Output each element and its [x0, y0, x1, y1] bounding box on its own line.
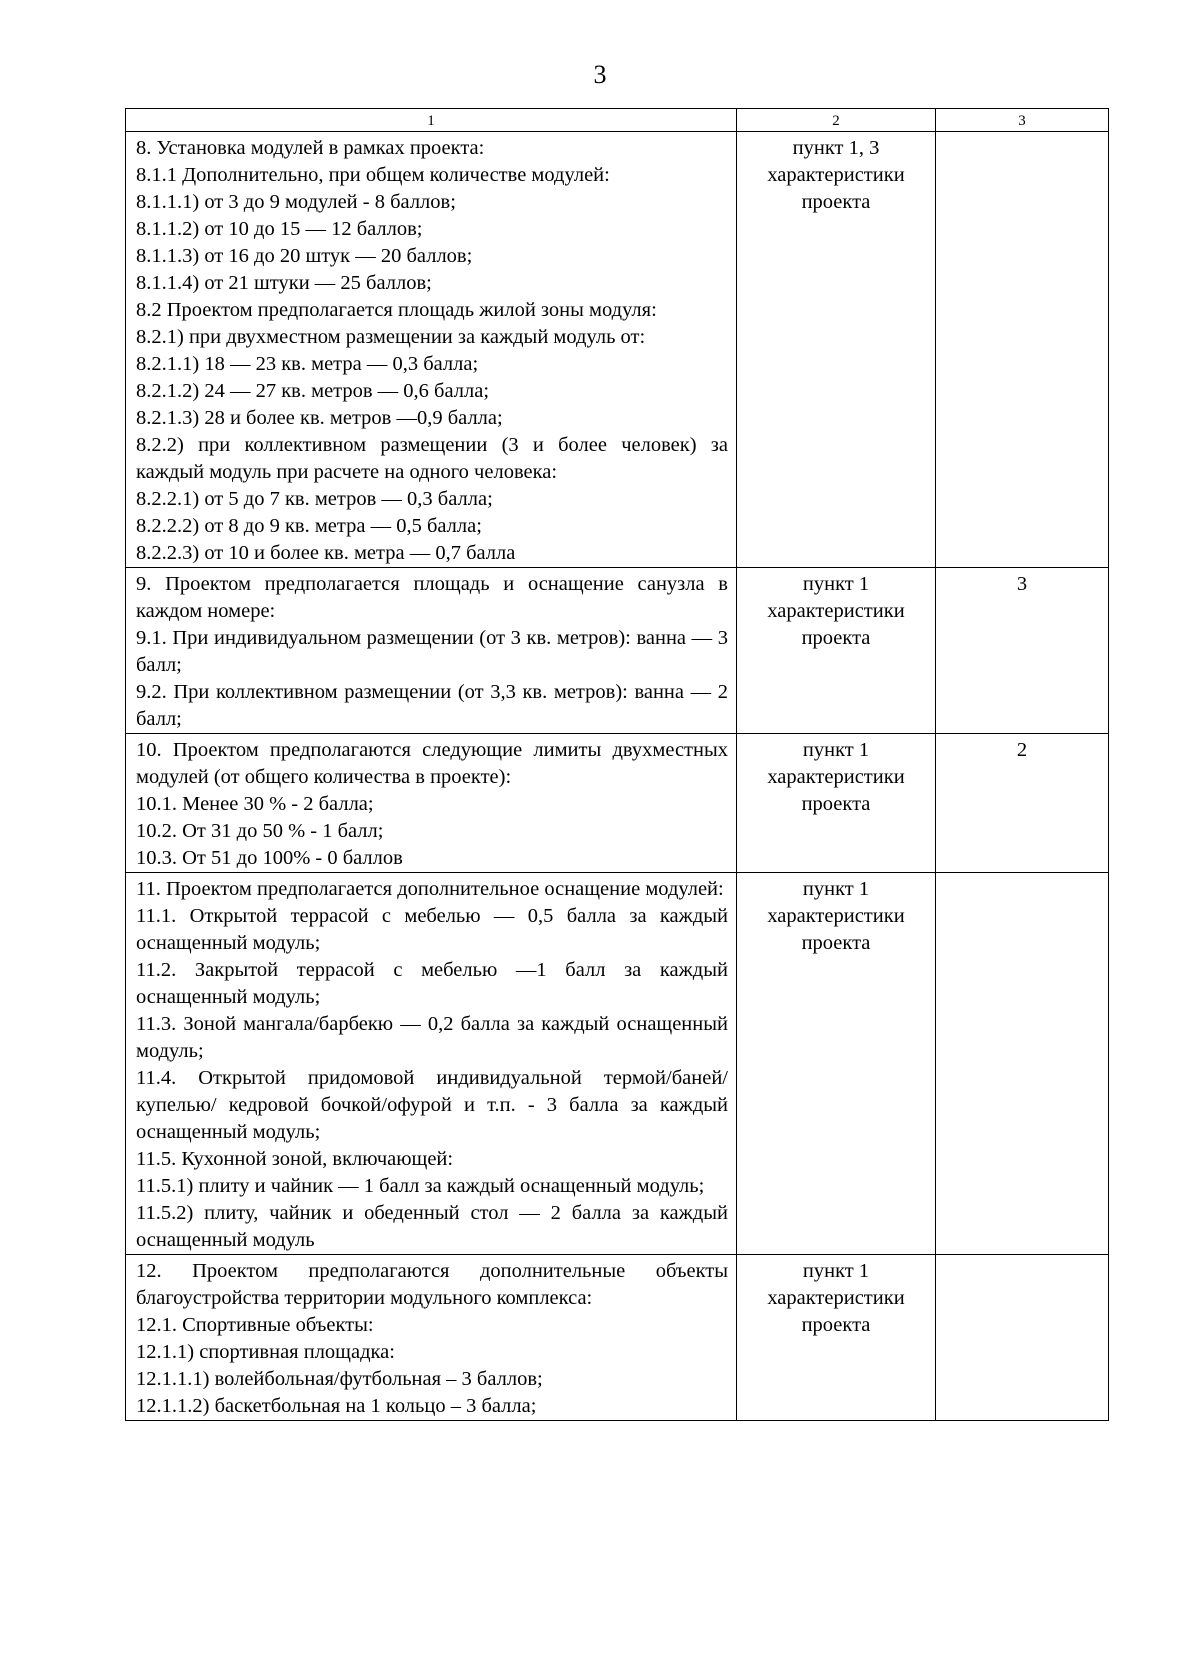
criterion-line: 8.1.1.2) от 10 до 15 — 12 баллов; [136, 218, 423, 240]
table-row [126, 568, 1109, 734]
reference-line: характеристики [767, 766, 905, 788]
criterion-line: 8.1.1.3) от 16 до 20 штук — 20 баллов; [136, 245, 473, 267]
criterion-line: 12.1. Спортивные объекты: [136, 1314, 374, 1336]
table-row [126, 132, 1109, 568]
criterion-line: 12.1.1.1) волейбольная/футбольная – 3 баллов; [136, 1368, 543, 1390]
criterion-line: 11.4. Открытой придомовой индивидуальной термой/баней/купелью/ кедровой бочкой/офурой и т.п. - 3 балла за каждый оснащенный модуль; [136, 1067, 728, 1143]
criterion-line: 8.1.1.4) от 21 штуки — 25 баллов; [136, 272, 432, 294]
criterion-line: 10.2. От 31 до 50 % - 1 балл; [136, 820, 384, 842]
criterion-line: 12.1.1.2) баскетбольная на 1 кольцо – 3 балла; [136, 1395, 537, 1417]
criterion-cell [126, 132, 737, 568]
criterion-line: 11.5.1) плиту и чайник — 1 балл за каждый оснащенный модуль; [136, 1175, 705, 1197]
reference-line: проекта [801, 793, 871, 815]
reference-line: пункт 1 [802, 878, 870, 900]
criterion-line: 8.2.1.2) 24 — 27 кв. метров — 0,6 балла; [136, 380, 490, 402]
score-value [936, 132, 1108, 135]
reference-line: проекта [801, 191, 871, 213]
reference-cell [737, 734, 936, 873]
column-header-3: 3 [936, 109, 1109, 132]
reference-line: проекта [801, 627, 871, 649]
reference-line: характеристики [767, 600, 905, 622]
criterion-line: 11.3. Зоной мангала/барбекю — 0,2 балла за каждый оснащенный модуль; [136, 1013, 728, 1062]
reference-cell [737, 568, 936, 734]
criterion-line: 10.1. Менее 30 % - 2 балла; [136, 793, 374, 815]
criterion-line: 11.5.2) плиту, чайник и обеденный стол — 2 балла за каждый оснащенный модуль [136, 1202, 728, 1251]
reference-line: характеристики [767, 1287, 905, 1309]
score-value [936, 873, 1108, 876]
criterion-line: 8.1.1 Дополнительно, при общем количестве модулей: [136, 164, 610, 186]
criterion-line: 8.2.1.1) 18 — 23 кв. метра — 0,3 балла; [136, 353, 479, 375]
score-value: 3 [1016, 573, 1028, 595]
table-row [126, 1255, 1109, 1421]
criterion-line: 11.2. Закрытой террасой с мебелью —1 балл за каждый оснащенный модуль; [136, 959, 728, 1008]
criterion-line: 8.2 Проектом предполагается площадь жилой зоны модуля: [136, 299, 657, 321]
column-header-1: 1 [126, 109, 737, 132]
reference-line: пункт 1, 3 [792, 137, 880, 159]
criterion-line: 9.2. При коллективном размещении (от 3,3 кв. метров): ванна — 2 балл; [136, 681, 728, 730]
criterion-line: 8.1.1.1) от 3 до 9 модулей - 8 баллов; [136, 191, 456, 213]
criterion-line: 12.1.1) спортивная площадка: [136, 1341, 395, 1363]
reference-cell [737, 873, 936, 1255]
table-header-row [126, 109, 1109, 132]
reference-cell [737, 1255, 936, 1421]
score-cell [936, 568, 1109, 734]
score-value: 2 [1016, 739, 1028, 761]
reference-line: пункт 1 [802, 573, 870, 595]
criterion-line: 8.2.1.3) 28 и более кв. метров —0,9 балла; [136, 407, 503, 429]
score-cell [936, 734, 1109, 873]
table-row [126, 873, 1109, 1255]
table-row [126, 734, 1109, 873]
criteria-table [125, 108, 1109, 1421]
criterion-line: 8.2.2.2) от 8 до 9 кв. метра — 0,5 балла; [136, 515, 482, 537]
reference-line: пункт 1 [802, 739, 870, 761]
criterion-line: 10. Проектом предполагаются следующие лимиты двухместных модулей (от общего количества в проекте): [136, 739, 728, 788]
criterion-line: 8.2.2.3) от 10 и более кв. метра — 0,7 балла [136, 542, 516, 564]
page-number: 3 [593, 60, 607, 89]
reference-line: характеристики [767, 905, 905, 927]
criterion-line: 11.1. Открытой террасой с мебелью — 0,5 балла за каждый оснащенный модуль; [136, 905, 728, 954]
score-cell [936, 873, 1109, 1255]
criterion-line: 8.2.1) при двухместном размещении за каждый модуль от: [136, 326, 646, 348]
score-value [936, 1255, 1108, 1258]
criterion-line: 10.3. От 51 до 100% - 0 баллов [136, 847, 403, 869]
criterion-line: 8.2.2) при коллективном размещении (3 и более человек) за каждый модуль при расчете на одного человека: [136, 434, 728, 483]
criterion-line: 8.2.2.1) от 5 до 7 кв. метров — 0,3 балла; [136, 488, 493, 510]
criterion-line: 8. Установка модулей в рамках проекта: [136, 137, 485, 159]
reference-line: проекта [801, 1314, 871, 1336]
score-cell [936, 1255, 1109, 1421]
column-header-2: 2 [737, 109, 936, 132]
criterion-line: 11.5. Кухонной зоной, включающей: [136, 1148, 454, 1170]
criterion-line: 9. Проектом предполагается площадь и оснащение санузла в каждом номере: [136, 573, 728, 622]
criterion-cell [126, 873, 737, 1255]
reference-cell [737, 132, 936, 568]
criterion-cell [126, 734, 737, 873]
criterion-line: 9.1. При индивидуальном размещении (от 3 кв. метров): ванна — 3 балл; [136, 627, 728, 676]
criterion-line: 12. Проектом предполагаются дополнительные объекты благоустройства территории модульного комплекса: [136, 1260, 728, 1309]
reference-line: пункт 1 [802, 1260, 870, 1282]
criterion-line: 11. Проектом предполагается дополнительное оснащение модулей: [136, 878, 724, 900]
criterion-cell [126, 568, 737, 734]
reference-line: проекта [801, 932, 871, 954]
criterion-cell [126, 1255, 737, 1421]
reference-line: характеристики [767, 164, 905, 186]
score-cell [936, 132, 1109, 568]
